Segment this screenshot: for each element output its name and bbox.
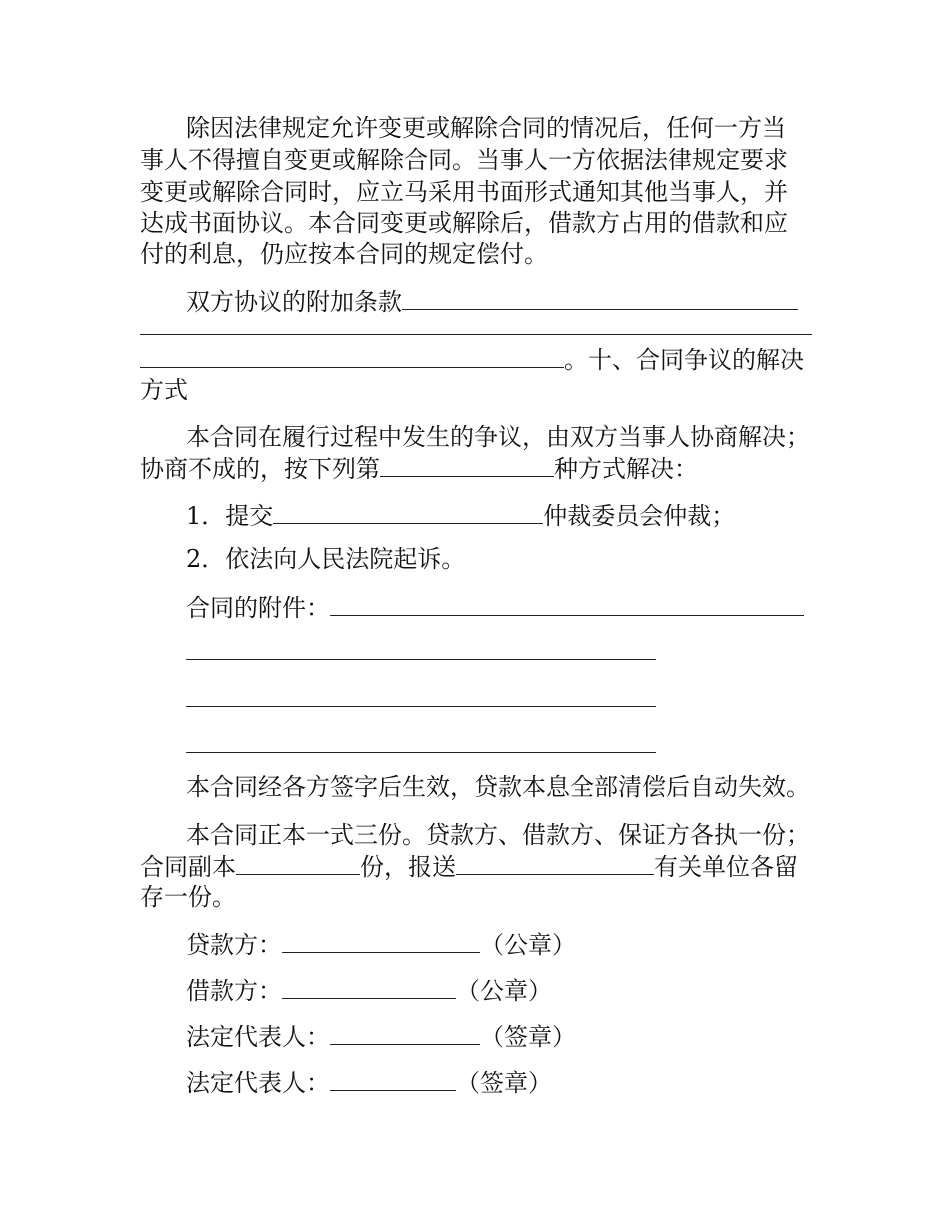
additional-terms-end-line <box>140 343 804 376</box>
additional-terms-line <box>186 285 798 318</box>
dispute-method-blank[interactable] <box>380 452 554 477</box>
arbitration-committee-blank[interactable] <box>273 499 543 524</box>
duplicate-count-blank[interactable] <box>236 850 360 875</box>
dispute-option-2: 2．依法向人民法院起诉。 <box>186 545 466 573</box>
signature-legal-rep-2 <box>186 1066 552 1099</box>
option-1-suffix: 仲裁委员会仲裁； <box>543 502 736 530</box>
submit-to-blank[interactable] <box>456 850 654 875</box>
lender-signature-blank[interactable] <box>282 928 480 953</box>
paragraph-modification-line-4: 达成书面协议。本合同变更或解除后，借款方占用的借款和应 <box>140 209 788 237</box>
dispute-line-1: 本合同在履行过程中发生的争议，由双方当事人协商解决； <box>186 423 810 451</box>
effective-clause: 本合同经各方签字后生效，贷款本息全部清偿后自动失效。 <box>186 773 810 801</box>
paragraph-modification-line-5: 付的利息，仍应按本合同的规定偿付。 <box>140 240 548 268</box>
copies-line-3: 存一份。 <box>140 883 236 911</box>
copies-prefix: 合同副本 <box>140 853 236 881</box>
paragraph-modification-line-1: 除因法律规定允许变更或解除合同的情况后，任何一方当 <box>186 114 786 142</box>
signature-borrower <box>186 974 552 1007</box>
attachments-blank-3[interactable] <box>186 706 656 707</box>
section-ten-heading-wrap: 方式 <box>140 376 188 404</box>
additional-terms-blank-1[interactable] <box>402 285 798 310</box>
paragraph-modification-line-2: 事人不得擅自变更或解除合同。当事人一方依据法律规定要求 <box>140 146 788 174</box>
dispute-line-2 <box>140 452 698 485</box>
dispute-line-2-prefix: 协商不成的，按下列第 <box>140 455 380 483</box>
additional-terms-blank-3[interactable] <box>140 343 564 368</box>
attachments-blank-2[interactable] <box>186 659 656 660</box>
legal-rep-2-seal-note: （签章） <box>456 1069 552 1097</box>
attachments-label: 合同的附件： <box>186 594 330 622</box>
additional-terms-label: 双方协议的附加条款 <box>186 288 402 316</box>
legal-rep-1-label: 法定代表人： <box>186 1023 330 1051</box>
legal-rep-1-signature-blank[interactable] <box>330 1020 480 1045</box>
copies-line-1: 本合同正本一式三份。贷款方、借款方、保证方各执一份； <box>186 821 810 849</box>
borrower-label: 借款方： <box>186 977 282 1005</box>
signature-legal-rep-1 <box>186 1020 576 1053</box>
dispute-line-2-suffix: 种方式解决： <box>554 455 698 483</box>
attachments-blank-4[interactable] <box>186 752 656 753</box>
borrower-signature-blank[interactable] <box>282 974 456 999</box>
additional-terms-blank-2[interactable] <box>140 334 812 335</box>
paragraph-modification-line-3: 变更或解除合同时，应立马采用书面形式通知其他当事人，并 <box>140 178 788 206</box>
attachments-line <box>186 591 804 624</box>
copies-line-2 <box>140 850 798 883</box>
signature-lender <box>186 928 576 961</box>
lender-seal-note: （公章） <box>480 931 576 959</box>
legal-rep-2-label: 法定代表人： <box>186 1069 330 1097</box>
option-1-prefix: 1．提交 <box>186 502 274 530</box>
legal-rep-1-seal-note: （签章） <box>480 1023 576 1051</box>
copies-suffix: 有关单位各留 <box>654 853 798 881</box>
attachments-blank-1[interactable] <box>330 591 804 616</box>
legal-rep-2-signature-blank[interactable] <box>330 1066 456 1091</box>
dispute-option-1 <box>186 499 735 532</box>
section-ten-heading: 。十、合同争议的解决 <box>564 346 804 374</box>
borrower-seal-note: （公章） <box>456 977 552 1005</box>
copies-mid: 份，报送 <box>360 853 456 881</box>
lender-label: 贷款方： <box>186 931 282 959</box>
